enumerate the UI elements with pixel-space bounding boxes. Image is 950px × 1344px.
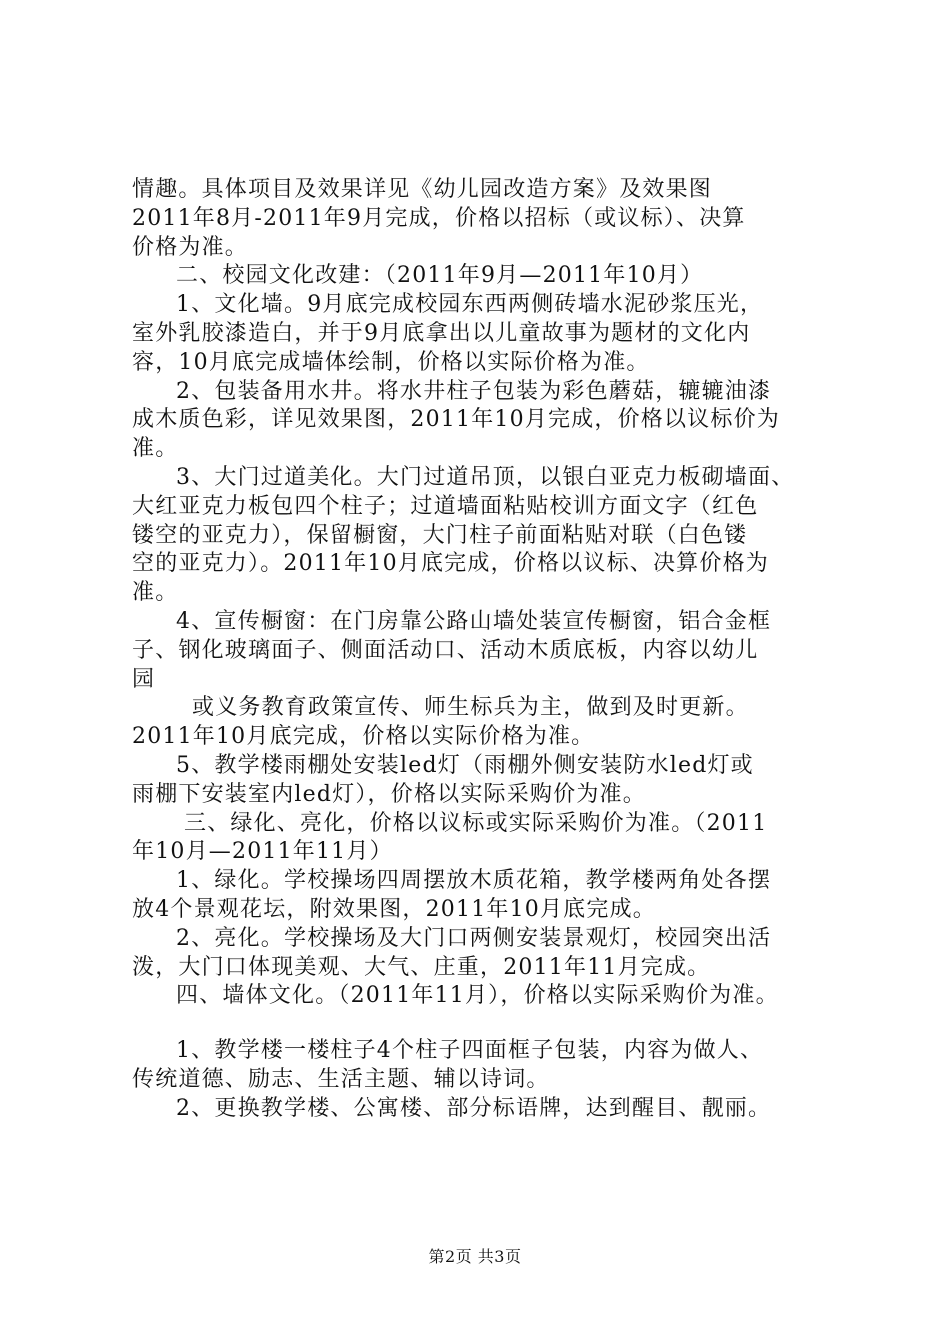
text-line: 泼，大门口体现美观、大气、庄重，2011年11月完成。 — [132, 954, 711, 980]
paragraph-start: 2、亮化。学校操场及大门口两侧安装景观灯，校园突出活 — [176, 925, 772, 951]
paragraph-start: 1、教学楼一楼柱子4个柱子四面框子包装，内容为做人、 — [176, 1038, 764, 1064]
paragraph-gap — [132, 1011, 832, 1037]
text-line: 成木质色彩，详见效果图，2011年10月完成，价格以议标价为 — [132, 407, 780, 433]
page-footer: 第2页 共3页 — [428, 1247, 522, 1266]
text-line: 传统道德、励志、生活主题、辅以诗词。 — [132, 1066, 550, 1092]
paragraph-start: 1、文化墙。9月底完成校园东西两侧砖墙水泥砂浆压光， — [176, 292, 764, 318]
text-line: 价格为准。 — [132, 234, 249, 260]
paragraph-start: 3、大门过道美化。大门过道吊顶，以银白亚克力板砌墙面、 — [176, 464, 795, 490]
text-line: 镂空的亚克力），保留橱窗，大门柱子前面粘贴对联（白色镂 — [132, 522, 748, 548]
text-line: 空的亚克力）。2011年10月底完成，价格以议标、决算价格为 — [132, 551, 769, 577]
paragraph-start: 或义务教育政策宣传、师生标兵为主，做到及时更新。 — [192, 695, 749, 721]
text-line: 室外乳胶漆造白，并于9月底拿出以儿童故事为题材的文化内 — [132, 320, 751, 346]
paragraph-start: 2、更换教学楼、公寓楼、部分标语牌，达到醒目、靓丽。 — [176, 1095, 772, 1121]
text-line: 大红亚克力板包四个柱子；过道墙面粘贴校训方面文字（红色 — [132, 493, 759, 519]
section-heading-2: 二、校园文化改建：（2011年9月—2011年10月） — [176, 263, 704, 289]
text-line: 雨棚下安装室内led灯），价格以实际采购价为准。 — [132, 781, 646, 807]
text-line: 情趣。具体项目及效果详见《幼儿园改造方案》及效果图 — [132, 177, 713, 202]
section-heading-3: 三、绿化、亮化，价格以议标或实际采购价为准。（2011 — [184, 810, 768, 836]
text-line: 年10月—2011年11月） — [132, 839, 393, 865]
text-line: 准。 — [132, 436, 179, 462]
text-line: 园 — [132, 666, 156, 692]
paragraph-start: 1、绿化。学校操场四周摆放木质花箱，教学楼两角处各摆 — [176, 868, 772, 894]
text-line: 准。 — [132, 580, 179, 606]
document-body — [132, 176, 832, 1124]
text-line: 容，10月底完成墙体绘制，价格以实际价格为准。 — [132, 349, 650, 375]
paragraph-start: 4、宣传橱窗：在门房靠公路山墙处装宣传橱窗，铝合金框 — [176, 608, 772, 634]
paragraph-start: 5、教学楼雨棚处安装led灯（雨棚外侧安装防水led灯或 — [176, 752, 754, 778]
text-line: 2011年10月底完成，价格以实际价格为准。 — [132, 724, 595, 750]
text-line: 放4个景观花坛，附效果图，2011年10月底完成。 — [132, 896, 656, 922]
paragraph-start: 2、包装备用水井。将水井柱子包装为彩色蘑菇，辘辘油漆 — [176, 378, 772, 404]
section-heading-4: 四、墙体文化。（2011年11月），价格以实际采购价为准。 — [176, 983, 779, 1009]
text-line: 子、钢化玻璃面子、侧面活动口、活动木质底板，内容以幼儿 — [132, 637, 759, 663]
text-line: 2011年8月-2011年9月完成，价格以招标（或议标）、决算 — [132, 205, 746, 231]
